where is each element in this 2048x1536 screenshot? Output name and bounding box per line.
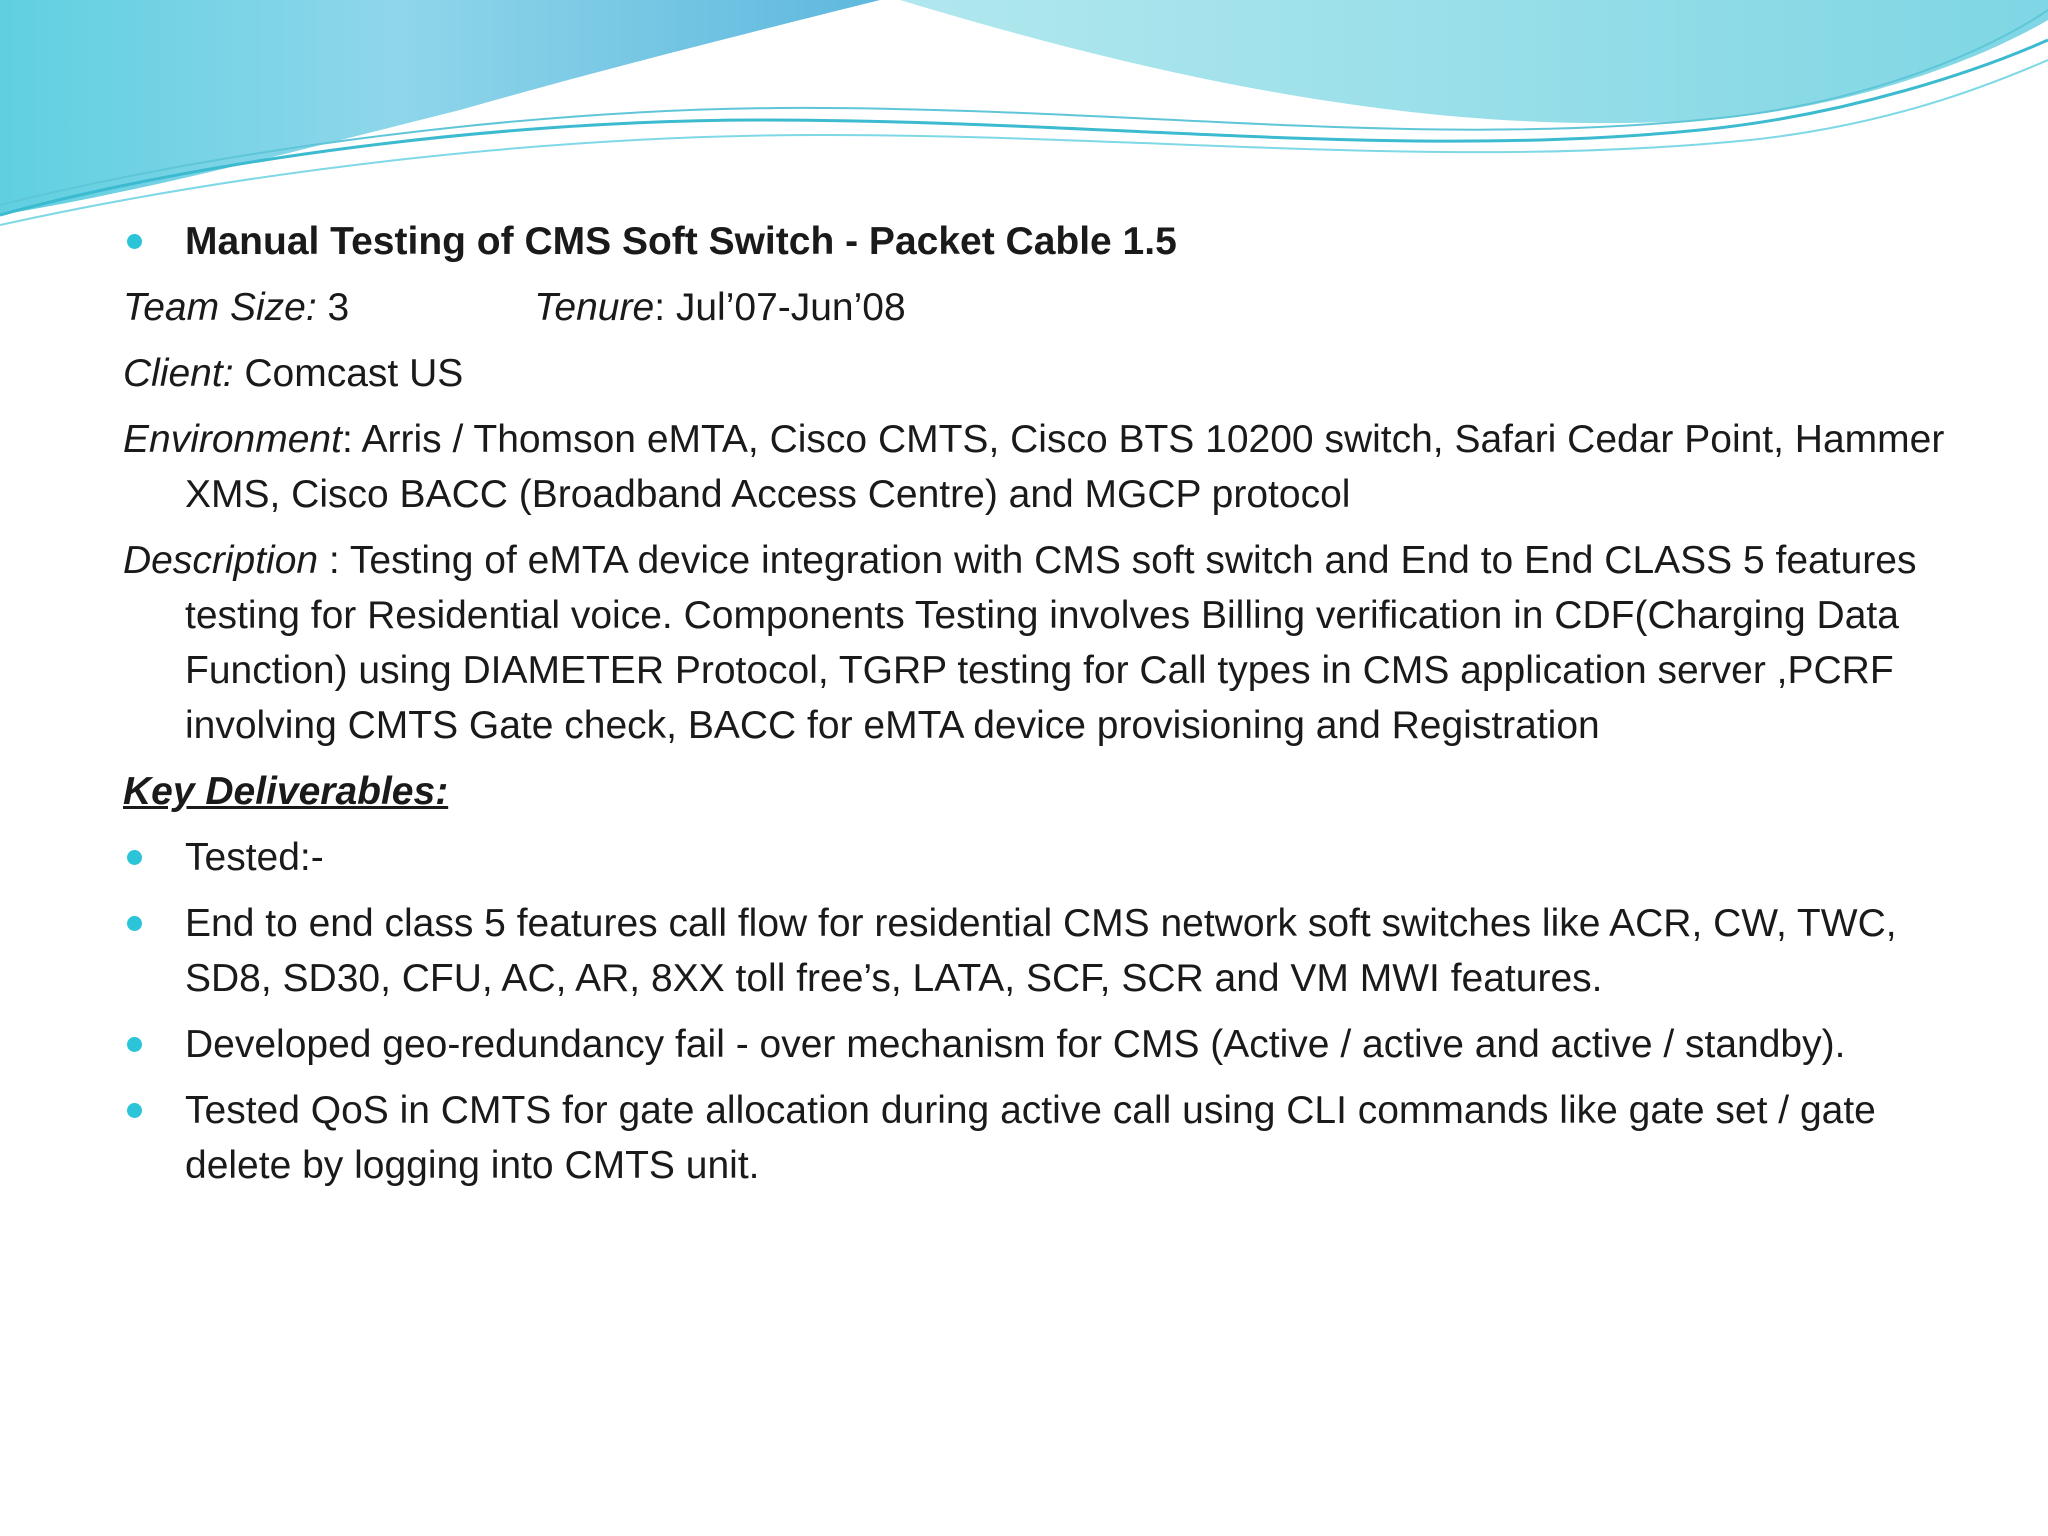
description-line — [123, 533, 1953, 753]
description-label: Description — [123, 539, 319, 582]
client-value: Comcast US — [233, 352, 464, 395]
team-tenure-line — [123, 280, 1953, 335]
environment-label: Environment — [123, 418, 342, 461]
client-label: Client: — [123, 352, 234, 395]
environment-value: : Arris / Thomson eMTA, Cisco CMTS, Cisco BTS 10200 switch, Safari Cedar Point, Hammer XMS, Cisco BACC (Broadband Access Centre) and MGCP protocol — [185, 418, 1945, 516]
team-size-value: 3 — [316, 286, 350, 329]
tenure-value: : Jul’07-Jun’08 — [654, 286, 906, 329]
client-line — [123, 346, 1953, 401]
slide-content — [123, 214, 1953, 1204]
project-title: Manual Testing of CMS Soft Switch - Packet Cable 1.5 — [123, 214, 1953, 269]
description-value: : Testing of eMTA device integration with CMS soft switch and End to End CLASS 5 features testing for Residential voice. Components Testing involves Billing verification in CDF(Charging Data Function) using DIAMETER Protocol, TGRP testing for Call types in CMS application server ,PCRF involving CMTS Gate check, BACC for eMTA device provisioning and Registration — [185, 539, 1917, 747]
key-deliverables-heading: Key Deliverables: — [123, 770, 449, 813]
team-size-label: Team Size: — [123, 286, 317, 329]
tenure-label: Tenure — [534, 286, 655, 329]
deliverable-item: Tested:- — [123, 830, 1953, 885]
deliverable-item: Developed geo-redundancy fail - over mechanism for CMS (Active / active and active / standby). — [123, 1017, 1953, 1072]
deliverable-item: End to end class 5 features call flow for residential CMS network soft switches like ACR, CW, TWC, SD8, SD30, CFU, AC, AR, 8XX toll free’s, LATA, SCF, SCR and VM MWI features. — [123, 896, 1953, 1006]
header-wave-decoration — [0, 0, 2048, 240]
deliverable-item: Tested QoS in CMTS for gate allocation during active call using CLI commands like gate set / gate delete by logging into CMTS unit. — [123, 1083, 1953, 1193]
environment-line — [123, 412, 1953, 522]
